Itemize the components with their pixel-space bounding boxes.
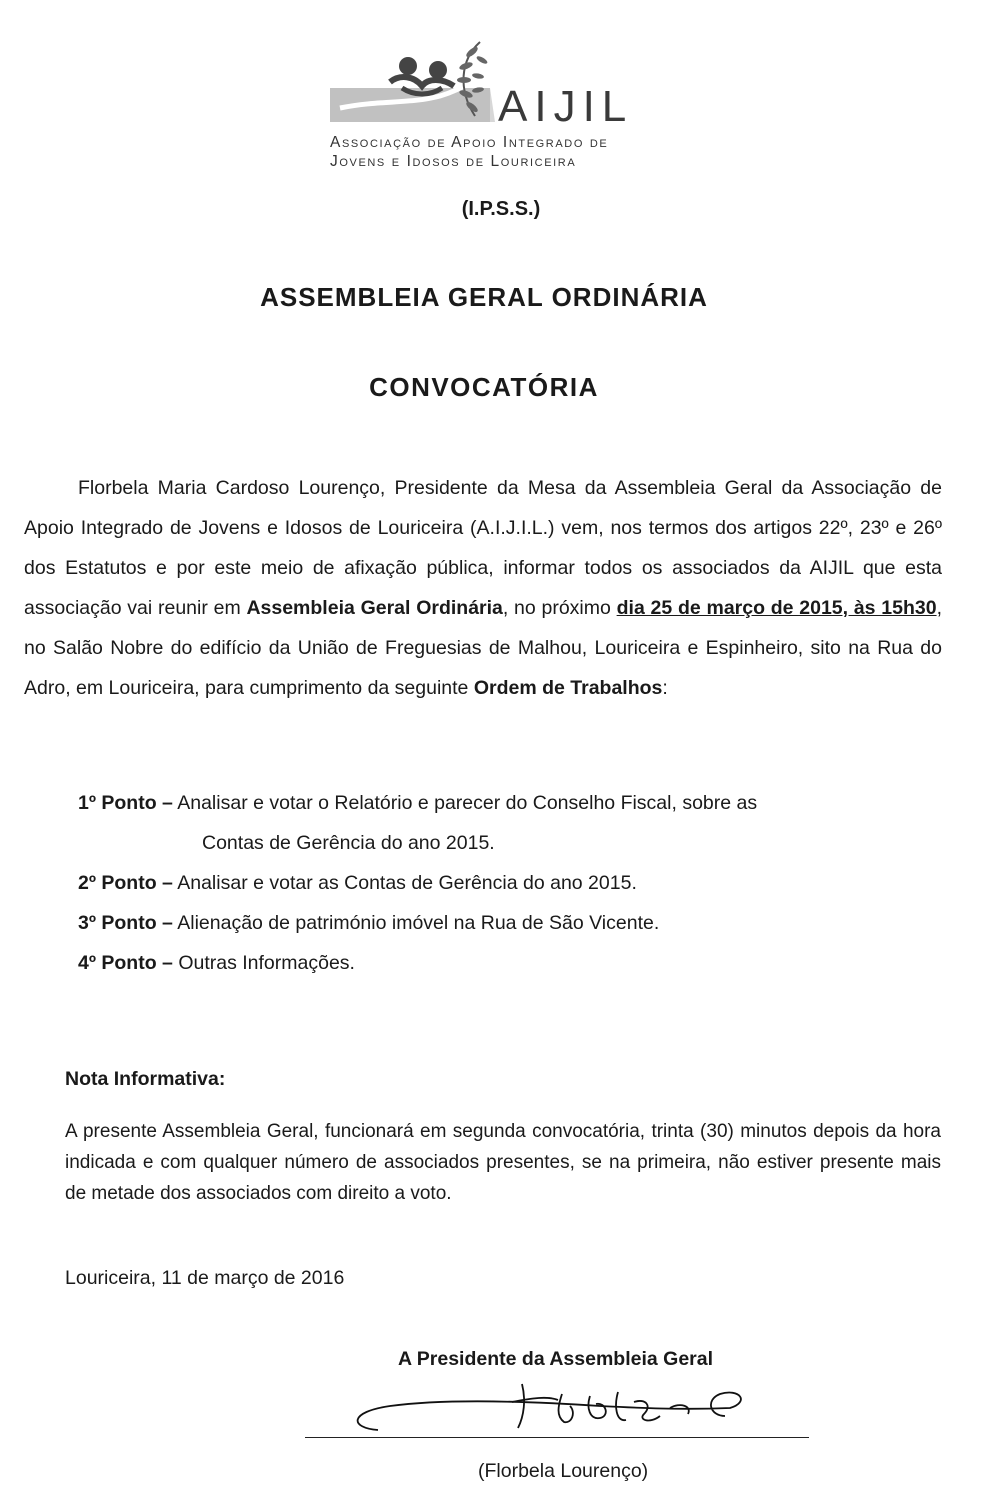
logo-subtitle-line-1: Associação de Apoio Integrado de (330, 134, 609, 151)
paragraph-text-4: : (662, 677, 668, 699)
document-subtitle: CONVOCATÓRIA (369, 372, 599, 402)
agenda-item-text: Analisar e votar o Relatório e parecer do Conselho Fiscal, sobre as (177, 792, 758, 814)
meeting-date: dia 25 de março de 2015, às 15h30 (616, 597, 937, 619)
agenda-item-text: Analisar e votar as Contas de Gerência do ano 2015. (177, 872, 637, 894)
agenda-label-bold: Ordem de Trabalhos (473, 677, 663, 699)
logo-subtitle-line-2: Jovens e Idosos de Louriceira (330, 153, 577, 170)
ipss-label: (I.P.S.S.) (461, 198, 541, 220)
agenda-item-label: 2º Ponto – (78, 872, 173, 894)
signer-name: (Florbela Lourenço) (478, 1460, 649, 1482)
agenda-list (78, 783, 948, 983)
organization-logo (330, 30, 640, 175)
logo-name: AIJIL (498, 82, 634, 131)
signature-line (305, 1437, 809, 1438)
assembly-name-bold: Assembleia Geral Ordinária (246, 597, 503, 619)
agenda-item-label: 1º Ponto – (78, 792, 173, 814)
agenda-item-label: 4º Ponto – (78, 952, 173, 974)
agenda-item-text: Outras Informações. (178, 952, 355, 974)
agenda-item (78, 943, 948, 983)
document-title: ASSEMBLEIA GERAL ORDINÁRIA (260, 282, 708, 312)
note-text: A presente Assembleia Geral, funcionará em segunda convocatória, trinta (30) minutos depois da hora indicada e com qualquer número de associados presentes, se na primeira, não estiver presente mais de metade dos associados com direito a voto. (65, 1121, 941, 1204)
agenda-item (78, 863, 948, 903)
paragraph-text-2: , no próximo (502, 597, 617, 619)
agenda-item-text: Alienação de património imóvel na Rua de São Vicente. (177, 912, 660, 934)
agenda-item-label: 3º Ponto – (78, 912, 173, 934)
note-heading: Nota Informativa: (65, 1068, 226, 1090)
agenda-item (78, 903, 948, 943)
place-and-date: Louriceira, 11 de março de 2016 (65, 1267, 345, 1289)
handwritten-signature-icon (300, 1372, 760, 1442)
agenda-item-text-continued: Contas de Gerência do ano 2015. (202, 832, 495, 854)
convocation-paragraph (24, 468, 942, 708)
paragraph-text-3: , no Salão Nobre do edifício da União de Freguesias de Malhou, Louriceira e Espinheiro, sito na Rua do Adro, em Louriceira, para cumprimento da seguinte (24, 597, 942, 699)
paragraph-text-1: Florbela Maria Cardoso Lourenço, Presidente da Mesa da Assembleia Geral da Associação de Apoio Integrado de Jovens e Idosos de Louriceira (A.I.J.I.L.) vem, nos termos dos artigos 22º, 23º e 26º dos Estatutos e por este meio de afixação pública, informar todos os associados da AIJIL que esta associação vai reunir em (24, 477, 942, 619)
agenda-item (78, 783, 948, 863)
signer-role: A Presidente da Assembleia Geral (398, 1348, 714, 1370)
